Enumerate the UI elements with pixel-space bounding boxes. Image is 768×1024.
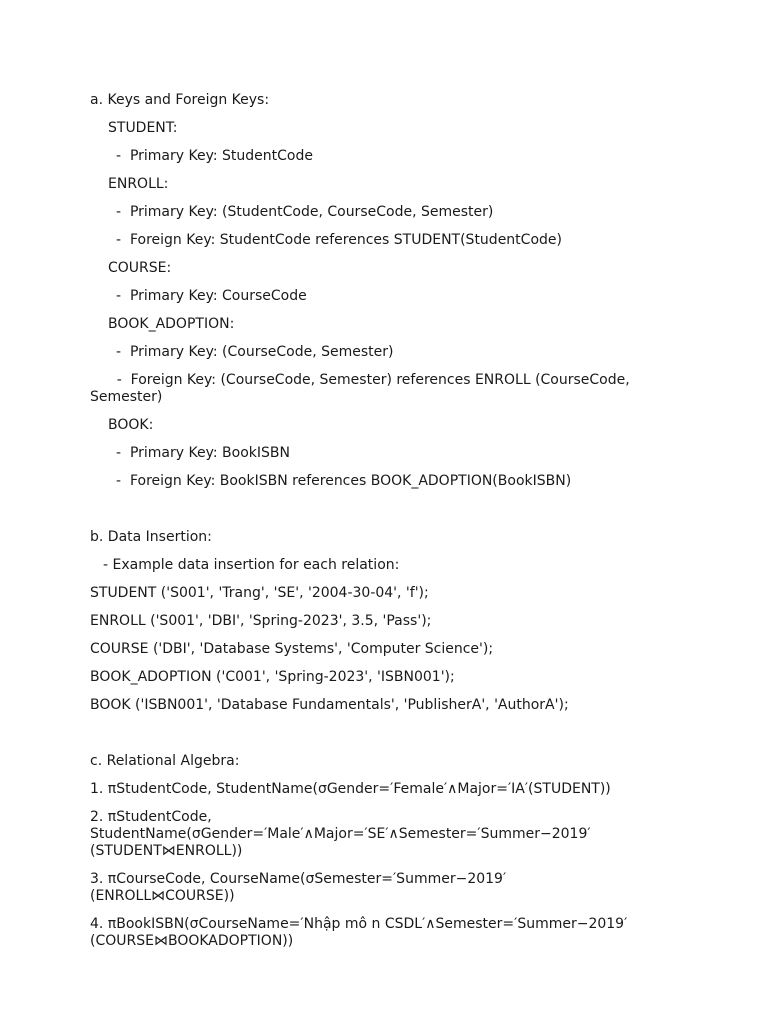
book-foreign-key: - Foreign Key: BookISBN references BOOK_ADOPTION(BookISBN): [116, 473, 572, 489]
book-adoption-foreign-key: - Foreign Key: (CourseCode, Semester) references ENROLL (CourseCode, Semester): [90, 372, 635, 405]
enroll-foreign-key: - Foreign Key: StudentCode references STUDENT(StudentCode): [116, 232, 562, 248]
enroll-primary-key: - Primary Key: (StudentCode, CourseCode, Semester): [116, 204, 494, 220]
student-primary-key: - Primary Key: StudentCode: [116, 148, 313, 164]
insert-row: BOOK_ADOPTION ('C001', 'Spring-2023', 'ISBN001');: [90, 669, 455, 685]
algebra-item: 3. πCourseCode, CourseName(σSemester=′Summer−2019′(ENROLL⋈COURSE)): [90, 871, 507, 904]
book-adoption-primary-key: - Primary Key: (CourseCode, Semester): [116, 344, 394, 360]
section-spacer: [90, 725, 650, 753]
insert-row: COURSE ('DBI', 'Database Systems', 'Computer Science');: [90, 641, 494, 657]
insert-row: ENROLL ('S001', 'DBI', 'Spring-2023', 3.5, 'Pass');: [90, 613, 432, 629]
book-primary-key: - Primary Key: BookISBN: [116, 445, 290, 461]
algebra-item: 2. πStudentCode, StudentName(σGender=′Male′∧Major=′SE′∧Semester=′Summer−2019′(STUDENT⋈ENROLL)): [90, 809, 591, 859]
section-b-intro: - Example data insertion for each relation:: [103, 557, 400, 573]
student-table-name: STUDENT:: [108, 120, 178, 136]
section-spacer: [90, 501, 650, 529]
section-c-heading: c. Relational Algebra:: [90, 753, 240, 769]
algebra-item: 4. πBookISBN(σCourseName=′Nhập mô n CSDL′∧Semester=′Summer−2019′(COURSE⋈BOOKADOPTION)): [90, 916, 628, 949]
algebra-item: 1. πStudentCode, StudentName(σGender=′Female′∧Major=′IA′(STUDENT)): [90, 781, 611, 797]
section-a-heading: a. Keys and Foreign Keys:: [90, 92, 270, 108]
course-primary-key: - Primary Key: CourseCode: [116, 288, 307, 304]
book-adoption-table-name: BOOK_ADOPTION:: [108, 316, 235, 332]
section-b-heading: b. Data Insertion:: [90, 529, 212, 545]
book-table-name: BOOK:: [108, 417, 154, 433]
enroll-table-name: ENROLL:: [108, 176, 169, 192]
course-table-name: COURSE:: [108, 260, 172, 276]
insert-row: STUDENT ('S001', 'Trang', 'SE', '2004-30-04', 'f');: [90, 585, 429, 601]
document-body: [90, 92, 650, 961]
insert-row: BOOK ('ISBN001', 'Database Fundamentals', 'PublisherA', 'AuthorA');: [90, 697, 569, 713]
